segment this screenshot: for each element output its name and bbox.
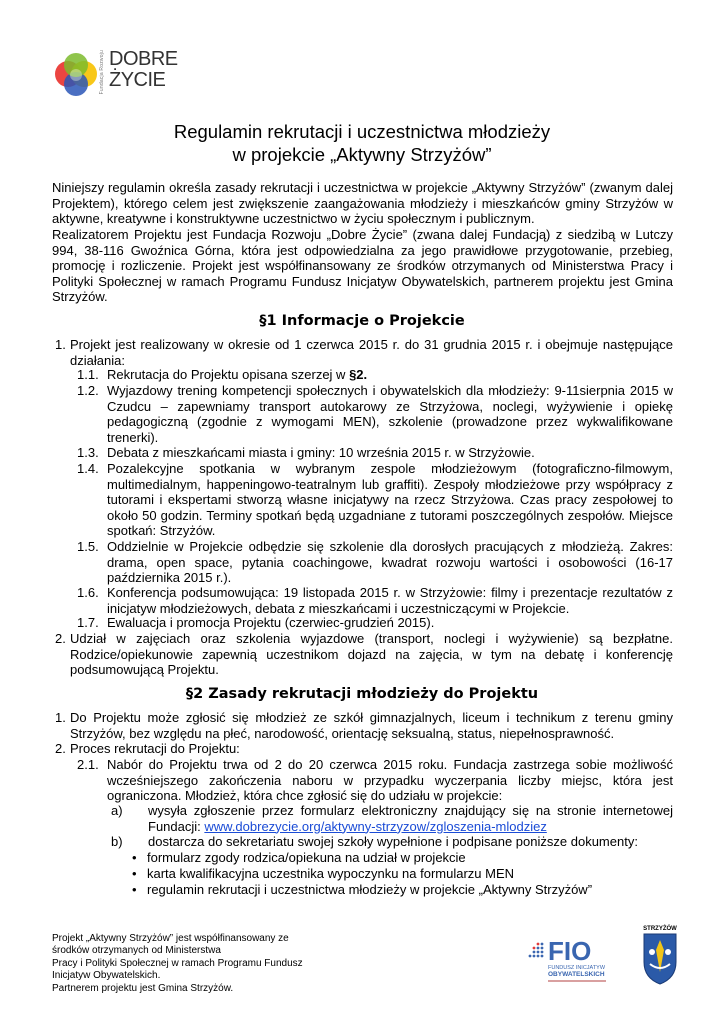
intro-paragraph-2: Realizatorem Projektu jest Fundacja Rozwoju „Dobre Życie” (zwana dalej Fundacją) z siedzibą w Lutczy 994, 38-116 Gwoźnica Górna, która jest odpowiedzialna za jego prawidłowe przygotowanie, przebieg, promocję i rozliczenie. Projekt jest współfinansowany ze środków otrzymanych od Ministerstwa Pracy i Polityki Społecznej w ramach Programu Fundusz Inicjatyw Obywatelskich, partnerem projektu jest Gmina Strzyżów. bbox=[52, 227, 673, 305]
bullet-icon: • bbox=[132, 882, 137, 897]
s1-sub-text: Ewaluacja i promocja Projektu (czerwiec-grudzień 2015). bbox=[107, 615, 435, 630]
s1-sub-text: Pozalekcyjne spotkania w wybranym zespole młodzieżowym (fotograficzno-filmowym, multimedialnym, happeningowo-teatralnym lub graffiti). Zespoły młodzieżowe przy współpracy z tutorami i ekspertami stworzą własne inicjatywy na rzecz Strzyżowa. Czas pracy zespołowej to około 50 godzin. Terminy spotkań będą uzgadniane z tutorami poszczególnych zespołów. Miejsce spotkań: Strzyżów. bbox=[107, 461, 673, 539]
s2-item-1-number: 1. bbox=[55, 710, 66, 725]
s2-item-a-label: a) bbox=[111, 803, 123, 818]
document-list-item: formularz zgody rodzica/opiekuna na udział w projekcie bbox=[147, 850, 466, 865]
fio-subtitle-2: OBYWATELSKICH bbox=[548, 971, 605, 978]
page-title-line2: w projekcie „Aktywny Strzyżów” bbox=[232, 144, 492, 165]
crest-label: STRZYŻÓW bbox=[643, 926, 677, 932]
fio-subtitle-1: FUNDUSZ INICJATYW bbox=[548, 965, 606, 971]
fio-logo-graphic bbox=[524, 930, 614, 988]
logo-text-line1: DOBRE bbox=[109, 48, 178, 70]
footer-note bbox=[52, 933, 322, 995]
fio-letters: FIO bbox=[548, 936, 592, 966]
s2-item-b-label: b) bbox=[111, 834, 123, 849]
footer-line: Projekt „Aktywny Strzyżów” jest współfinansowany ze środków otrzymanych od Ministerstwa bbox=[52, 933, 289, 957]
s2-item-b-text: dostarcza do sekretariatu swojej szkoły wypełnione i podpisane poniższe dokumenty: bbox=[148, 834, 638, 849]
s2-item-a-plain: wysyła zgłoszenie przez formularz elektroniczny znajdujący się na stronie internetowej Fundacji: bbox=[148, 803, 673, 834]
s1-sub-text: Konferencja podsumowująca: 19 listopada 2015 r. w Strzyżowie: filmy i prezentacje rezultatów z inicjatyw młodzieżowych, debata z mieszkańcami i uczestniczącymi w Projekcie. bbox=[107, 585, 673, 616]
s1-sub-number: 1.6. bbox=[77, 585, 99, 600]
coat-of-arms-icon bbox=[640, 932, 680, 986]
page-title-line1: Regulamin rekrutacji i uczestnictwa młodzieży bbox=[173, 121, 551, 142]
s2-item-2-number: 2. bbox=[55, 741, 66, 756]
s1-item-2-number: 2. bbox=[55, 631, 66, 646]
logo-vertical-text: Fundacja Rozwoju bbox=[99, 50, 105, 95]
s1-sub-number: 1.5. bbox=[77, 539, 99, 554]
s2-item-2-text: Proces rekrutacji do Projektu: bbox=[70, 741, 240, 756]
s1-sub-text-plain: Rekrutacja do Projektu opisana szerzej w bbox=[107, 367, 350, 382]
s1-sub-text bbox=[107, 367, 673, 383]
registration-form-link[interactable]: www.dobrezycie.org/aktywny-strzyzow/zgloszenia-mlodziez bbox=[204, 818, 547, 834]
intro-paragraph-1: Niniejszy regulamin określa zasady rekrutacji i uczestnictwa w projekcie „Aktywny Strzyżów” (zwanym dalej Projektem), którego celem jest zwiększenie zaangażowania młodzieży i mieszkańców gminy Strzyżów w aktywne, kreatywne i konstruktywne uczestnictwo w życiu społecznym i publicznym. bbox=[52, 180, 673, 227]
bullet-icon: • bbox=[132, 866, 137, 881]
s1-sub-number: 1.1. bbox=[77, 367, 99, 382]
strzyzow-crest bbox=[640, 926, 680, 988]
logo-circles-icon bbox=[52, 46, 104, 96]
s1-sub-text-bold: §2. bbox=[349, 367, 368, 382]
logo-text-line2: ŻYCIE bbox=[109, 69, 166, 91]
fio-logo bbox=[524, 930, 614, 988]
section-1-heading: §1 Informacje o Projekcie bbox=[259, 313, 465, 329]
s2-item-2-1-number: 2.1. bbox=[77, 757, 99, 772]
s1-sub-number: 1.2. bbox=[77, 383, 99, 398]
s1-item-1-text: Projekt jest realizowany w okresie od 1 czerwca 2015 r. do 31 grudnia 2015 r. i obejmuje następujące działania: bbox=[70, 337, 673, 368]
s1-item-1-number: 1. bbox=[55, 337, 66, 352]
s1-sub-text: Oddzielnie w Projekcie odbędzie się szkolenie dla dorosłych pracujących z młodzieżą. Zakres: drama, open space, pytania coachingowe, kwadrat rozwoju wartości i osobowości (16-17 października 2015 r.). bbox=[107, 539, 673, 586]
s1-sub-text: Debata z mieszkańcami miasta i gminy: 10 września 2015 r. w Strzyżowie. bbox=[107, 445, 535, 460]
s1-item-2-text: Udział w zajęciach oraz szkolenia wyjazdowe (transport, noclegi i wyżywienie) są bezpłatne. Rodzice/opiekunowie zapewnią uczestnikom dojazd na zajęcia, w tym na debatę i konferencję podsumowującą Projektu. bbox=[70, 631, 673, 678]
document-list-item: karta kwalifikacyjna uczestnika wypoczynku na formularzu MEN bbox=[147, 866, 515, 881]
s2-item-2-1-text: Nabór do Projektu trwa od 2 do 20 czerwca 2015 roku. Fundacja zastrzega sobie możliwość wcześniejszego zakończenia naboru w przypadku wyczerpania liczby miejsc, która jest ograniczona. Młodzież, która chce zgłosić się do udziału w projekcie: bbox=[107, 757, 673, 804]
s1-sub-number: 1.3. bbox=[77, 445, 99, 460]
bullet-icon: • bbox=[132, 850, 137, 865]
s2-item-a-text bbox=[148, 803, 673, 834]
s2-item-1-text: Do Projektu może zgłosić się młodzież ze szkół gimnazjalnych, liceum i technikum z terenu gminy Strzyżów, bez względu na płeć, narodowość, orientację seksualną, status, niepełnosprawność. bbox=[70, 710, 673, 741]
s1-sub-text: Wyjazdowy trening kompetencji społecznych i obywatelskich dla młodzieży: 9-11sierpnia 2015 w Czudcu – zapewniamy transport autokarowy ze Strzyżowa, noclegi, wyżywienie i opiekę pedagogiczną (zgodnie z wymogami MEN), szkolenie (prowadzone przez wykwalifikowane trenerki). bbox=[107, 383, 673, 445]
footer-line: Pracy i Polityki Społecznej w ramach Programu Fundusz Inicjatyw Obywatelskich. bbox=[52, 957, 303, 982]
s1-sub-number: 1.7. bbox=[77, 615, 99, 630]
s1-sub-number: 1.4. bbox=[77, 461, 99, 476]
logo-dobre-zycie bbox=[52, 46, 178, 96]
footer-line: Partnerem projektu jest Gmina Strzyżów. bbox=[52, 982, 234, 994]
section-2-heading: §2 Zasady rekrutacji młodzieży do Projektu bbox=[185, 686, 539, 702]
document-list-item: regulamin rekrutacji i uczestnictwa młodzieży w projekcie „Aktywny Strzyżów” bbox=[147, 882, 593, 897]
